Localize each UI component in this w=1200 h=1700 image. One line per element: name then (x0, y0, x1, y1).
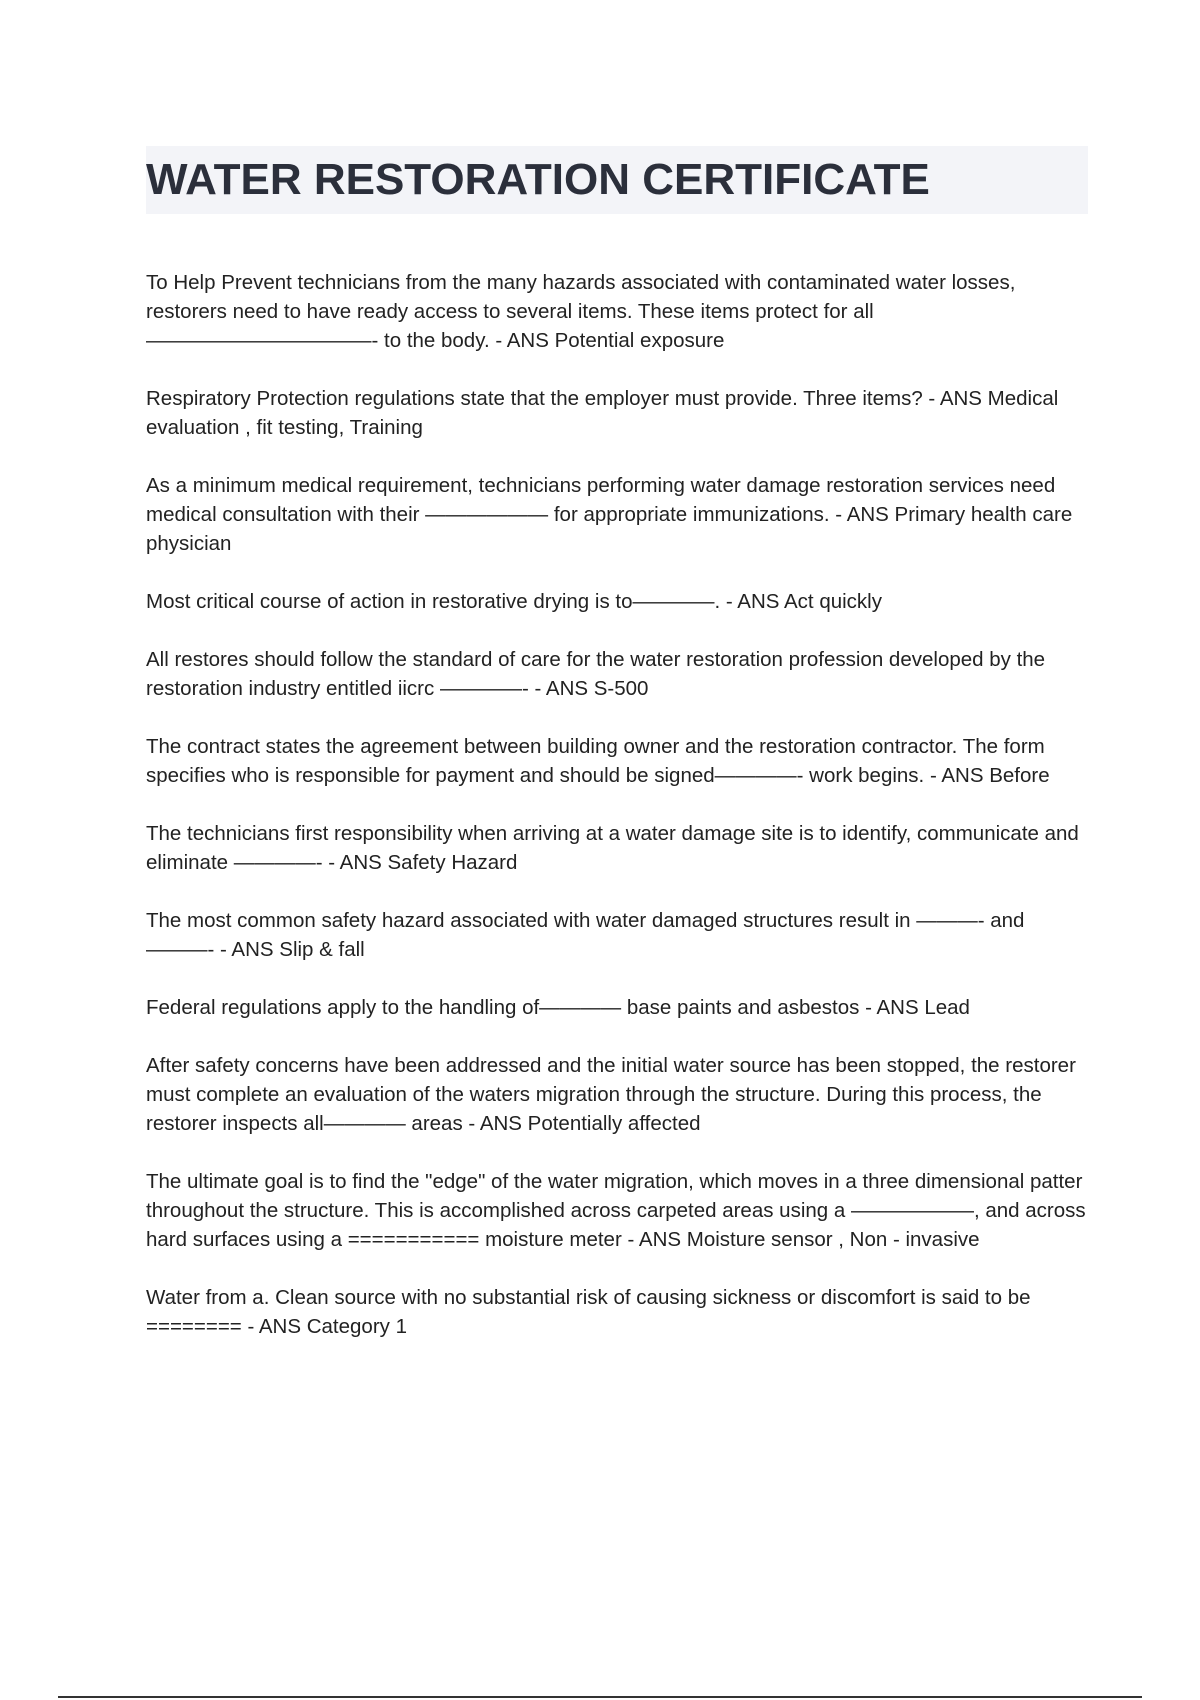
qa-item: To Help Prevent technicians from the many hazards associated with contaminated water losses, restorers need to have ready access to several items. These items protect for all———————————- to the body. - ANS Potential exposure (146, 271, 1016, 352)
question-text: The contract states the agreement between building owner and the restoration contractor. The form specifies who is responsible for payment and should be signed————- work begins. (146, 735, 1045, 787)
question-text: The ultimate goal is to find the "edge" of the water migration, which moves in a three dimensional patter throughout the structure. This is accomplished across carpeted areas using a ——————, and across hard surfaces using a =========== moisture meter (146, 1170, 1086, 1251)
question-text: To Help Prevent technicians from the many hazards associated with contaminated water losses, restorers need to have ready access to several items. These items protect for all———————————- to the body. (146, 271, 1016, 352)
answer-text: ANS Moisture sensor , Non - invasive (638, 1228, 980, 1251)
question-text: Most critical course of action in restorative drying is to————. (146, 590, 721, 613)
question-text: As a minimum medical requirement, technicians performing water damage restoration services need medical consultation with their —————— for appropriate immunizations. (146, 474, 1056, 526)
qa-item: Water from a. Clean source with no substantial risk of causing sickness or discomfort is said to be ======== - ANS Category 1 (146, 1286, 1031, 1338)
answer-text: ANS Before (941, 764, 1050, 787)
answer-text: ANS Lead (876, 996, 970, 1019)
qa-item: All restores should follow the standard of care for the water restoration profession developed by the restoration industry entitled iicrc ————- - ANS S-500 (146, 648, 1046, 700)
qa-item: Federal regulations apply to the handling of———— base paints and asbestos - ANS Lead (146, 996, 970, 1019)
qa-item: Respiratory Protection regulations state that the employer must provide. Three items? - ANS Medical evaluation , fit testing, Training (146, 387, 1059, 439)
question-text: All restores should follow the standard of care for the water restoration profession developed by the restoration industry entitled iicrc ————- (146, 648, 1046, 700)
answer-text: ANS Potentially affected (479, 1112, 701, 1135)
qa-item: The ultimate goal is to find the "edge" of the water migration, which moves in a three dimensional patter throughout the structure. This is accomplished across carpeted areas using a ——————, and across hard surfaces using a =========== moisture meter - ANS Moisture sensor , Non - invasive (146, 1170, 1086, 1251)
qa-item: The contract states the agreement between building owner and the restoration contractor. The form specifies who is responsible for payment and should be signed————- work begins. - ANS Before (146, 735, 1050, 787)
question-text: The technicians first responsibility when arriving at a water damage site is to identify, communicate and eliminate ————- (146, 822, 1079, 874)
answer-text: ANS Potential exposure (506, 329, 725, 352)
footer-divider (58, 1696, 1142, 1698)
question-text: Water from a. Clean source with no substantial risk of causing sickness or discomfort is said to be ======== (146, 1286, 1031, 1338)
question-text: The most common safety hazard associated with water damaged structures result in ———- and ———- (146, 909, 1025, 961)
qa-item: The technicians first responsibility when arriving at a water damage site is to identify, communicate and eliminate ————- - ANS Safety Hazard (146, 822, 1079, 874)
qa-item: As a minimum medical requirement, technicians performing water damage restoration services need medical consultation with their —————— for appropriate immunizations. - ANS Primary health care physician (146, 474, 1073, 555)
question-text: After safety concerns have been addressed and the initial water source has been stopped, the restorer must complete an evaluation of the waters migration through the structure. During this process, the restorer inspects all———— areas (146, 1054, 1076, 1135)
qa-item: After safety concerns have been addressed and the initial water source has been stopped, the restorer must complete an evaluation of the waters migration through the structure. During this process, the restorer inspects all———— areas - ANS Potentially affected (146, 1054, 1076, 1135)
document-title: WATER RESTORATION CERTIFICATE (146, 155, 930, 204)
answer-text: ANS Act quickly (737, 590, 882, 613)
answer-text: ANS Medical evaluation , fit testing, Training (146, 387, 1059, 439)
qa-item: Most critical course of action in restorative drying is to————. - ANS Act quickly (146, 590, 882, 613)
answer-text: ANS S-500 (545, 677, 649, 700)
question-text: Respiratory Protection regulations state that the employer must provide. Three items? (146, 387, 923, 410)
answer-text: ANS Slip & fall (231, 938, 365, 961)
qa-list (146, 268, 1098, 1370)
qa-item: The most common safety hazard associated with water damaged structures result in ———- and ———- - ANS Slip & fall (146, 909, 1025, 961)
answer-text: ANS Safety Hazard (339, 851, 518, 874)
answer-text: ANS Primary health care physician (146, 503, 1073, 555)
answer-text: ANS Category 1 (258, 1315, 407, 1338)
question-text: Federal regulations apply to the handling of———— base paints and asbestos (146, 996, 860, 1019)
